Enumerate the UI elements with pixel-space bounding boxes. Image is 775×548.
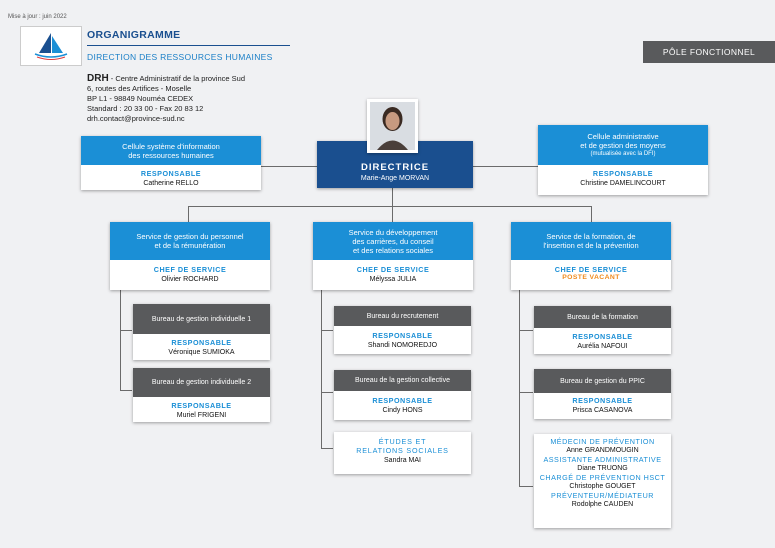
service-carrieres <box>313 222 473 290</box>
connector <box>120 390 132 391</box>
person-name: Aurélia NAFOUI <box>577 343 628 350</box>
address-block <box>87 74 245 124</box>
cell-si-rh <box>81 136 261 190</box>
address-line2: 6, routes des Artifices - Moselle <box>87 84 192 93</box>
cell-title: des ressources humaines <box>128 150 214 160</box>
service-title: Service du développement <box>348 227 438 237</box>
role-label: RESPONSABLE <box>572 332 633 341</box>
service-header <box>110 222 270 260</box>
person-name: Anne GRANDMOUGIN <box>566 447 639 454</box>
person-name: Sandra MAI <box>384 457 421 464</box>
person-name: Prisca CASANOVA <box>572 407 633 414</box>
role-label: RESPONSABLE <box>171 338 232 347</box>
connector <box>120 290 121 390</box>
person-name: Shandi NOMOREDJO <box>367 342 438 349</box>
bureau-ppic <box>534 369 671 419</box>
cell-title: et de gestion des moyens <box>580 140 666 150</box>
address-name: DRH <box>87 73 109 84</box>
director-photo <box>367 99 418 153</box>
cell-title: Cellule système d'information <box>122 141 220 151</box>
etudes-relations-sociales <box>334 432 471 474</box>
bureau-title: Bureau de gestion individuelle 1 <box>133 304 270 334</box>
address-line1: - Centre Administratif de la province Sud <box>108 74 245 83</box>
connector <box>321 330 333 331</box>
vacant-status: POSTE VACANT <box>562 274 620 281</box>
service-title: et de la rémunération <box>154 241 226 250</box>
province-sud-logo <box>20 26 82 66</box>
page-subtitle: DIRECTION DES RESSOURCES HUMAINES <box>87 52 273 62</box>
service-formation <box>511 222 671 290</box>
connector <box>519 486 533 487</box>
person-name: Christophe GOUGET <box>569 483 636 490</box>
role-label: PRÉVENTEUR/MÉDIATEUR <box>551 491 654 500</box>
connector <box>321 392 333 393</box>
bureau-gestion-collective <box>334 370 471 420</box>
connector <box>473 166 538 167</box>
bureau-formation <box>534 306 671 354</box>
service-title: des carrières, du conseil <box>352 236 434 246</box>
role-label: ASSISTANTE ADMINISTRATIVE <box>543 455 662 464</box>
person-name: Cindy HONS <box>382 407 423 414</box>
bureau-recrutement <box>334 306 471 354</box>
service-personnel <box>110 222 270 290</box>
person-name: Rodolphe CAUDEN <box>571 501 634 508</box>
connector <box>321 448 333 449</box>
role-label: CHEF DE SERVICE <box>153 265 227 274</box>
connector <box>591 206 592 222</box>
bureau-title: Bureau du recrutement <box>334 306 471 326</box>
page-title: ORGANIGRAMME <box>87 29 181 41</box>
connector <box>188 206 189 222</box>
bureau-gi2 <box>133 368 270 422</box>
role-label: RESPONSABLE <box>372 396 433 405</box>
bureau-gi1 <box>133 304 270 360</box>
service-title: Service de la formation, de <box>546 232 636 241</box>
role-label: RESPONSABLE <box>372 331 433 340</box>
person-name: Catherine RELLO <box>143 180 199 187</box>
person-name: Christine DAMELINCOURT <box>580 180 666 187</box>
person-name: Mélyssa JULIA <box>369 276 417 283</box>
bureau-title: Bureau de gestion individuelle 2 <box>133 368 270 397</box>
update-date: Mise à jour : juin 2022 <box>8 14 67 20</box>
cell-admin <box>538 125 708 195</box>
service-header <box>511 222 671 260</box>
connector <box>120 330 132 331</box>
role-label: RESPONSABLE <box>572 396 633 405</box>
role-label: MÉDECIN DE PRÉVENTION <box>550 437 655 446</box>
prevention-team <box>534 434 671 528</box>
service-title: Service de gestion du personnel <box>136 232 244 241</box>
connector <box>188 206 591 207</box>
role-label: CHEF DE SERVICE <box>554 265 628 274</box>
cell-title: Cellule administrative <box>587 131 659 141</box>
bureau-title: Bureau de la formation <box>534 306 671 328</box>
person-name: Olivier ROCHARD <box>161 276 219 283</box>
cell-note: (mutualisée avec la DFI) <box>590 150 656 157</box>
role-label: CHARGÉ DE PRÉVENTION HSCT <box>539 473 666 482</box>
service-header <box>313 222 473 260</box>
studies-title: RELATIONS SOCIALES <box>356 446 449 455</box>
connector <box>392 206 393 222</box>
bureau-title: Bureau de la gestion collective <box>334 370 471 391</box>
service-title: et des relations sociales <box>352 245 434 255</box>
connector <box>519 392 533 393</box>
connector <box>519 330 533 331</box>
bureau-title: Bureau de gestion du PPIC <box>534 369 671 393</box>
cell-admin-header <box>538 125 708 165</box>
service-title: l'insertion et de la prévention <box>543 241 639 250</box>
role-label: RESPONSABLE <box>171 401 232 410</box>
studies-title: ÉTUDES ET <box>378 437 427 446</box>
address-line5: drh.contact@province-sud.nc <box>87 114 185 123</box>
connector <box>321 290 322 448</box>
role-label: RESPONSABLE <box>592 169 654 178</box>
address-line3: BP L1 - 98849 Nouméa CEDEX <box>87 94 194 103</box>
person-name: Véronique SUMIOKA <box>168 349 235 356</box>
person-name: Diane TRUONG <box>577 465 628 472</box>
role-label: CHEF DE SERVICE <box>356 265 430 274</box>
title-underline <box>87 45 290 46</box>
connector <box>519 290 520 486</box>
role-label: RESPONSABLE <box>140 169 202 178</box>
address-line4: Standard : 20 33 00 - Fax 20 83 12 <box>87 104 204 113</box>
cell-si-rh-header <box>81 136 261 165</box>
director-name: Marie-Ange MORVAN <box>360 175 430 182</box>
person-name: Muriel FRIGENI <box>176 412 227 419</box>
director-title: DIRECTRICE <box>360 162 430 173</box>
pole-badge: PÔLE FONCTIONNEL <box>643 41 775 63</box>
